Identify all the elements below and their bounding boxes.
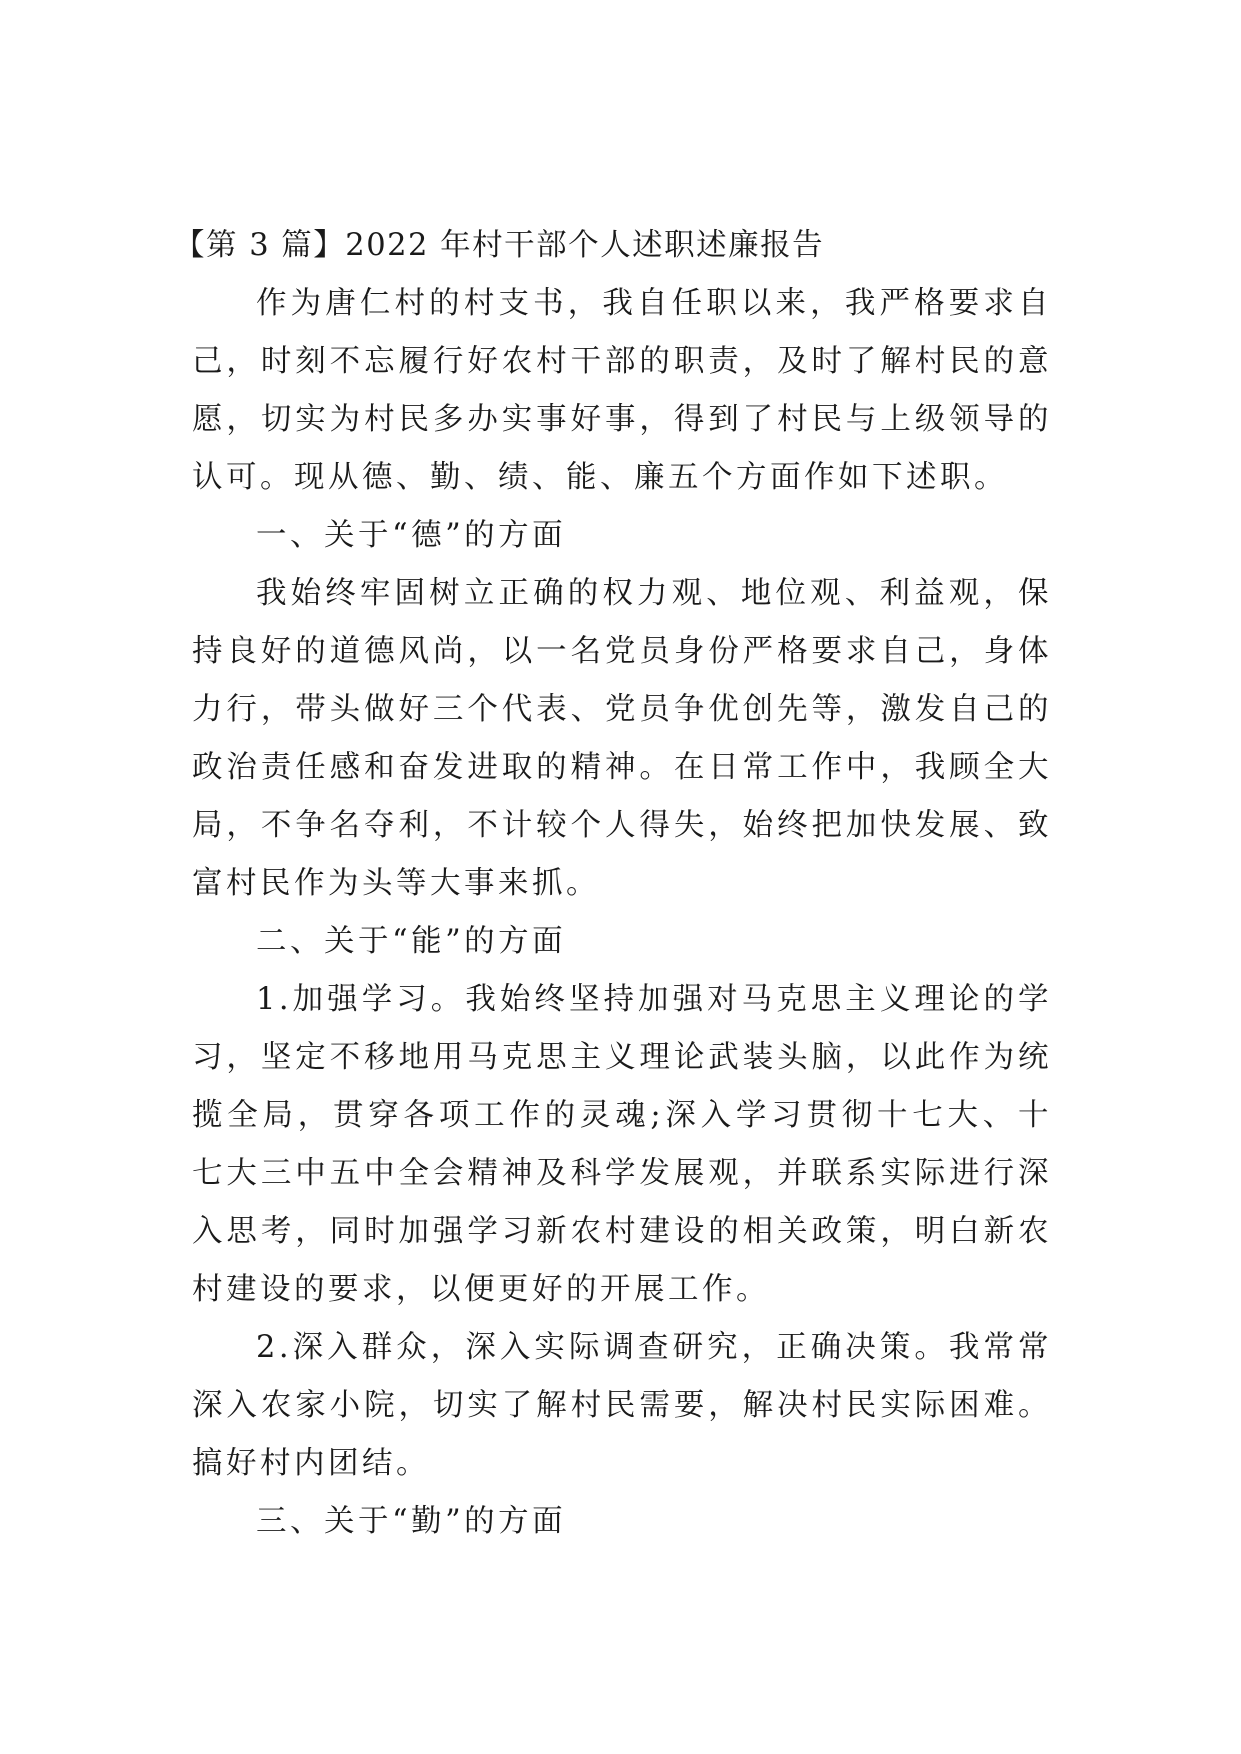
document-body	[174, 217, 1052, 1551]
section-heading-de: 一、关于“德”的方面	[256, 518, 567, 553]
paragraph-intro: 作为唐仁村的村支书，我自任职以来，我严格要求自己，时刻不忘履行好农村干部的职责，及时了解村民的意愿，切实为村民多办实事好事，得到了村民与上级领导的认可。现从德、勤、绩、能、廉五个方面作如下述职。	[192, 286, 1052, 495]
section-heading-neng: 二、关于“能”的方面	[256, 924, 567, 959]
paragraph-neng-2: 2.深入群众，深入实际调查研究，正确决策。我常常深入农家小院，切实了解村民需要，解决村民实际困难。搞好村内团结。	[192, 1330, 1052, 1481]
paragraph-neng-1: 1.加强学习。我始终坚持加强对马克思主义理论的学习，坚定不移地用马克思主义理论武装头脑，以此作为统揽全局，贯穿各项工作的灵魂;深入学习贯彻十七大、十七大三中五中全会精神及科学发展观，并联系实际进行深入思考，同时加强学习新农村建设的相关政策，明白新农村建设的要求，以便更好的开展工作。	[192, 982, 1052, 1307]
paragraph-de: 我始终牢固树立正确的权力观、地位观、利益观，保持良好的道德风尚，以一名党员身份严格要求自己，身体力行，带头做好三个代表、党员争优创先等，激发自己的政治责任感和奋发进取的精神。在日常工作中，我顾全大局，不争名夺利，不计较个人得失，始终把加快发展、致富村民作为头等大事来抓。	[192, 576, 1052, 901]
section-heading-qin: 三、关于“勤”的方面	[256, 1504, 567, 1539]
document-title: 【第 3 篇】2022 年村干部个人述职述廉报告	[174, 228, 825, 263]
